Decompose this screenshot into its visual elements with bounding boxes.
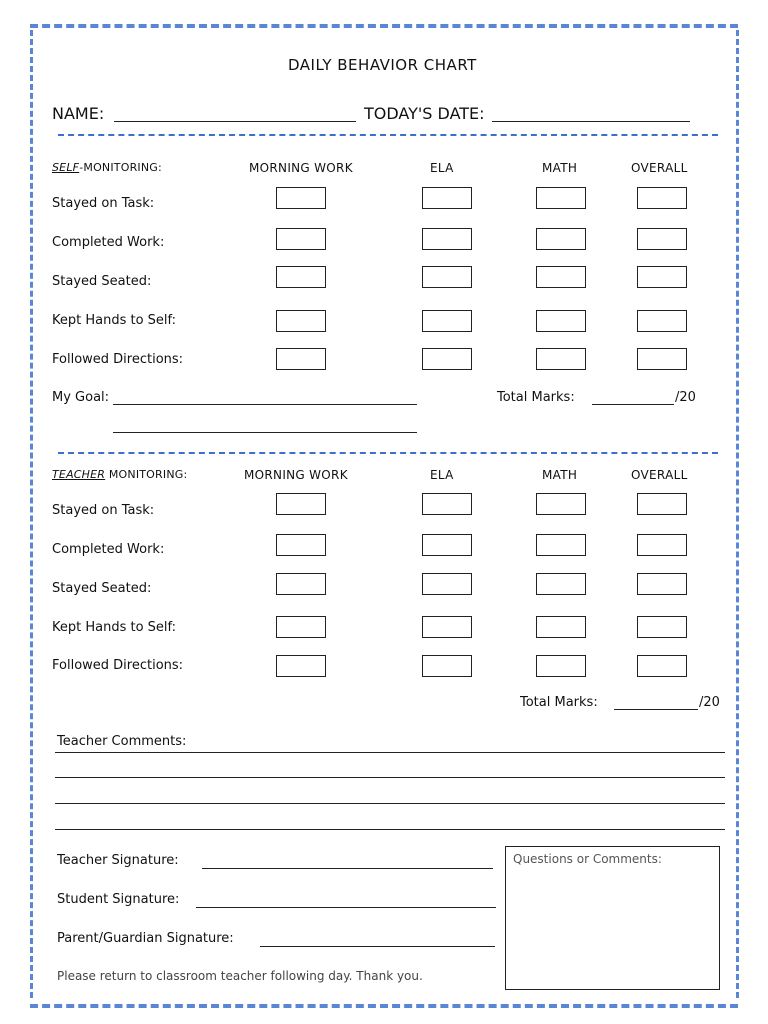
self-checkbox[interactable] <box>422 310 472 332</box>
self-checkbox[interactable] <box>276 228 326 250</box>
self-prefix: SELF <box>52 161 80 174</box>
teacher-total-line[interactable] <box>614 709 698 710</box>
self-row-label: Stayed on Task: <box>52 196 155 211</box>
self-checkbox[interactable] <box>536 266 586 288</box>
self-checkbox[interactable] <box>276 187 326 209</box>
comment-line[interactable] <box>55 777 725 778</box>
teacher-signature-line[interactable] <box>202 868 493 869</box>
teacher-checkbox[interactable] <box>422 493 472 515</box>
self-row-label: Stayed Seated: <box>52 274 152 289</box>
self-suffix: -MONITORING: <box>79 161 162 174</box>
teacher-checkbox[interactable] <box>276 655 326 677</box>
teacher-checkbox[interactable] <box>637 493 687 515</box>
self-row-label: Kept Hands to Self: <box>52 313 177 328</box>
teacher-col-overall: OVERALL <box>631 468 688 482</box>
footer-note: Please return to classroom teacher following day. Thank you. <box>57 969 423 983</box>
student-signature-label: Student Signature: <box>57 892 180 907</box>
teacher-checkbox[interactable] <box>637 573 687 595</box>
self-checkbox[interactable] <box>536 228 586 250</box>
teacher-checkbox[interactable] <box>276 493 326 515</box>
student-signature-line[interactable] <box>196 907 496 908</box>
date-line[interactable] <box>492 121 690 122</box>
self-checkbox[interactable] <box>637 228 687 250</box>
questions-comments-label: Questions or Comments: <box>513 852 662 866</box>
self-col-overall: OVERALL <box>631 161 688 175</box>
teacher-col-ela: ELA <box>430 468 454 482</box>
parent-signature-label: Parent/Guardian Signature: <box>57 931 234 946</box>
self-checkbox[interactable] <box>422 187 472 209</box>
teacher-prefix: TEACHER <box>52 468 106 481</box>
teacher-monitoring-heading <box>52 468 187 481</box>
section-divider <box>58 134 718 136</box>
teacher-col-math: MATH <box>542 468 578 482</box>
comment-line[interactable] <box>55 829 725 830</box>
self-checkbox[interactable] <box>637 187 687 209</box>
teacher-checkbox[interactable] <box>536 655 586 677</box>
section-divider <box>58 452 718 454</box>
self-checkbox[interactable] <box>536 187 586 209</box>
page-border-bottom <box>30 1004 738 1008</box>
teacher-checkbox[interactable] <box>276 573 326 595</box>
date-label: TODAY'S DATE: <box>364 104 485 123</box>
self-total-max: /20 <box>675 390 696 405</box>
teacher-checkbox[interactable] <box>276 616 326 638</box>
teacher-row-label: Stayed Seated: <box>52 581 152 596</box>
self-checkbox[interactable] <box>276 266 326 288</box>
self-checkbox[interactable] <box>422 228 472 250</box>
page-border-left <box>30 30 33 998</box>
goal-line-2[interactable] <box>113 432 417 433</box>
self-checkbox[interactable] <box>276 348 326 370</box>
page-border-top <box>30 24 738 28</box>
self-checkbox[interactable] <box>637 266 687 288</box>
self-checkbox[interactable] <box>422 348 472 370</box>
self-total-label: Total Marks: <box>497 390 575 405</box>
self-col-ela: ELA <box>430 161 454 175</box>
self-checkbox[interactable] <box>536 310 586 332</box>
self-checkbox[interactable] <box>637 310 687 332</box>
page-border-right <box>736 30 739 998</box>
page-title: DAILY BEHAVIOR CHART <box>288 56 477 74</box>
teacher-checkbox[interactable] <box>422 616 472 638</box>
self-monitoring-heading <box>52 161 162 174</box>
self-col-math: MATH <box>542 161 578 175</box>
teacher-checkbox[interactable] <box>637 655 687 677</box>
comment-line[interactable] <box>55 752 725 753</box>
teacher-checkbox[interactable] <box>422 573 472 595</box>
teacher-row-label: Completed Work: <box>52 542 165 557</box>
name-line[interactable] <box>114 121 356 122</box>
teacher-checkbox[interactable] <box>637 534 687 556</box>
self-row-label: Completed Work: <box>52 235 165 250</box>
teacher-suffix: MONITORING: <box>105 468 188 481</box>
goal-label: My Goal: <box>52 390 110 405</box>
teacher-checkbox[interactable] <box>536 573 586 595</box>
name-label: NAME: <box>52 104 105 123</box>
teacher-comments-label: Teacher Comments: <box>57 734 187 749</box>
teacher-checkbox[interactable] <box>536 616 586 638</box>
teacher-row-label: Followed Directions: <box>52 658 184 673</box>
teacher-total-max: /20 <box>699 695 720 710</box>
teacher-checkbox[interactable] <box>637 616 687 638</box>
parent-signature-line[interactable] <box>260 946 495 947</box>
teacher-checkbox[interactable] <box>536 534 586 556</box>
self-row-label: Followed Directions: <box>52 352 184 367</box>
self-total-line[interactable] <box>592 404 674 405</box>
questions-comments-box[interactable] <box>505 846 720 990</box>
self-checkbox[interactable] <box>422 266 472 288</box>
comment-line[interactable] <box>55 803 725 804</box>
teacher-checkbox[interactable] <box>422 534 472 556</box>
self-checkbox[interactable] <box>637 348 687 370</box>
self-col-morning-work: MORNING WORK <box>249 161 353 175</box>
self-checkbox[interactable] <box>276 310 326 332</box>
teacher-row-label: Stayed on Task: <box>52 503 155 518</box>
goal-line[interactable] <box>113 404 417 405</box>
self-checkbox[interactable] <box>536 348 586 370</box>
teacher-signature-label: Teacher Signature: <box>57 853 179 868</box>
teacher-checkbox[interactable] <box>536 493 586 515</box>
teacher-total-label: Total Marks: <box>520 695 598 710</box>
teacher-checkbox[interactable] <box>276 534 326 556</box>
teacher-row-label: Kept Hands to Self: <box>52 620 177 635</box>
teacher-checkbox[interactable] <box>422 655 472 677</box>
teacher-col-morning-work: MORNING WORK <box>244 468 348 482</box>
